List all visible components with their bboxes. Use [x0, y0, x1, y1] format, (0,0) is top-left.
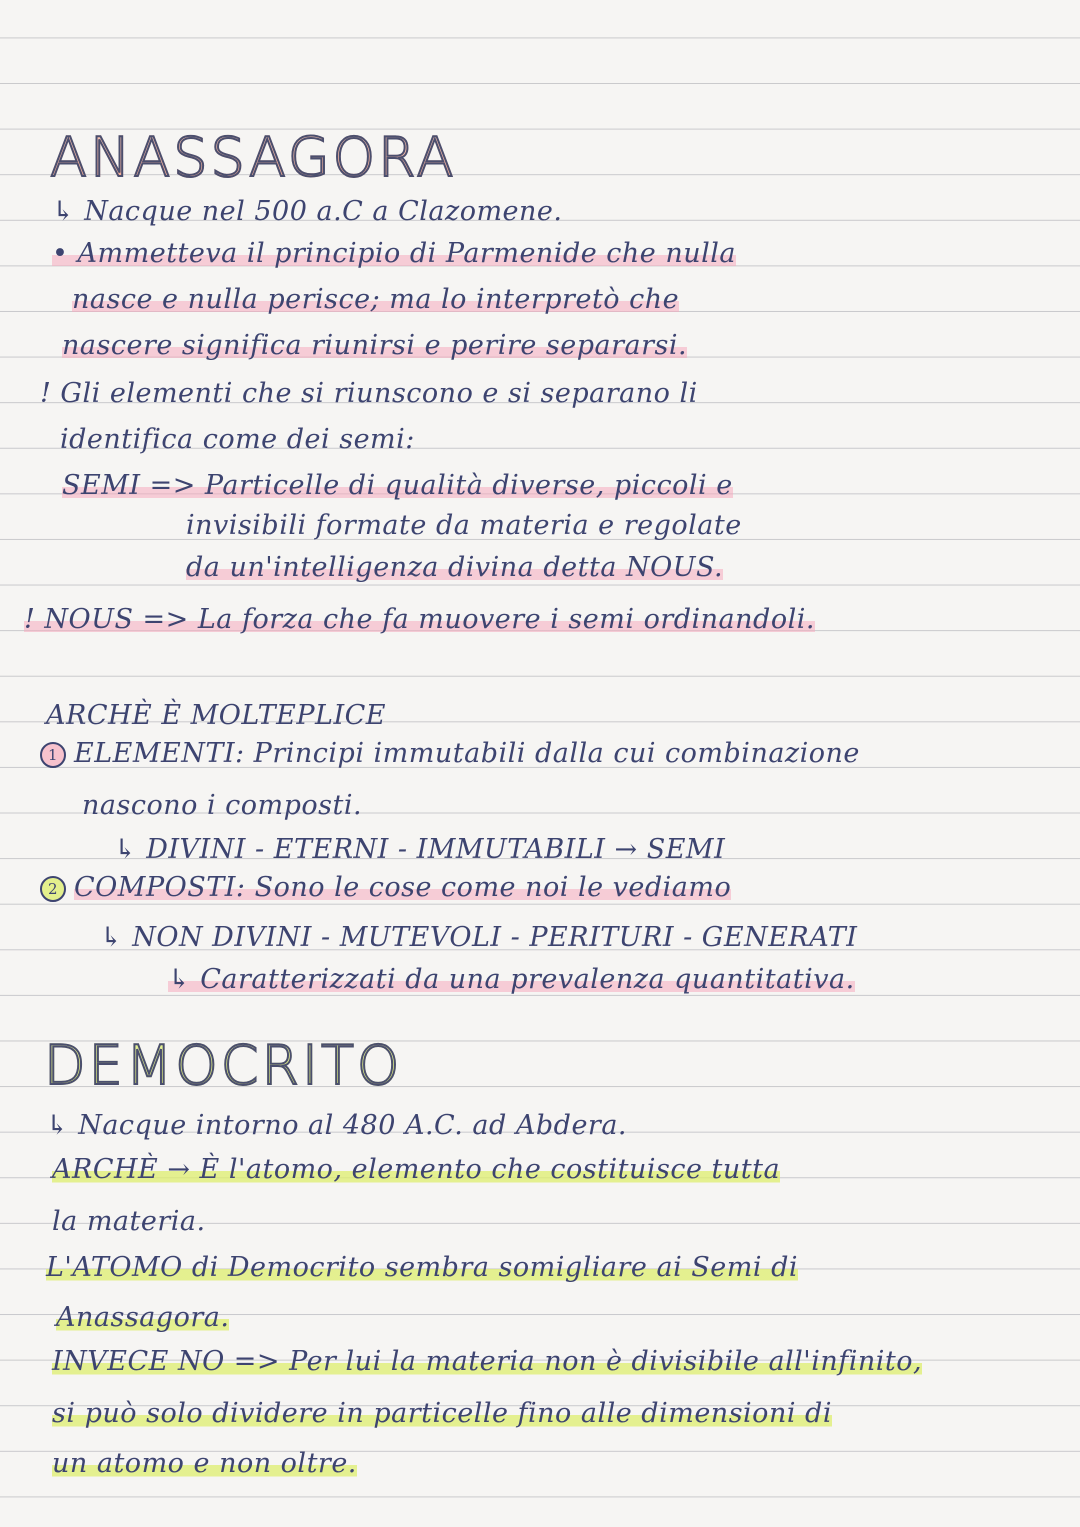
note-line: ARCHÈ → È l'atomo, elemento che costituisce tutta — [52, 1154, 781, 1185]
note-line: Anassagora. — [56, 1302, 230, 1333]
note-line: ↳ Caratterizzati da una prevalenza quantitativa. — [168, 964, 855, 995]
note-line: INVECE NO => Per lui la materia non è divisibile all'infinito, — [52, 1346, 923, 1377]
note-line: invisibili formate da materia e regolate — [186, 510, 742, 541]
note-line: ↳ Nacque nel 500 a.C a Clazomene. — [52, 196, 563, 227]
note-line: ↳ DIVINI - ETERNI - IMMUTABILI → SEMI — [114, 834, 726, 865]
note-line: nasce e nulla perisce; ma lo interpretò che — [72, 284, 680, 315]
note-line: ↳ NON DIVINI - MUTEVOLI - PERITURI - GENERATI — [100, 922, 858, 953]
number-one-badge: 1 — [40, 742, 66, 768]
note-line: si può solo dividere in particelle fino alle dimensioni di — [52, 1398, 832, 1429]
note-line: la materia. — [52, 1206, 206, 1237]
note-line: un atomo e non oltre. — [52, 1448, 357, 1479]
note-line: 2 COMPOSTI: Sono le cose come noi le vediamo — [40, 872, 731, 903]
note-line: nascono i composti. — [82, 790, 363, 821]
title-anassagora: ANASSAGORA — [50, 126, 457, 189]
note-line: nascere significa riunirsi e perire separarsi. — [62, 330, 688, 361]
note-line: da un'intelligenza divina detta NOUS. — [186, 552, 724, 583]
note-line: ↳ Nacque intorno al 480 A.C. ad Abdera. — [46, 1110, 628, 1141]
note-line: • Ammetteva il principio di Parmenide che nulla — [52, 238, 737, 269]
note-line: SEMI => Particelle di qualità diverse, piccoli e — [62, 470, 733, 501]
title-democrito: DEMOCRITO — [44, 1034, 403, 1097]
section-heading-arche: ARCHÈ È MOLTEPLICE — [46, 700, 386, 731]
note-line: ! Gli elementi che si riunscono e si separano li — [40, 378, 698, 409]
note-line: L'ATOMO di Democrito sembra somigliare ai Semi di — [46, 1252, 799, 1283]
number-two-badge: 2 — [40, 876, 66, 902]
note-line: 1 ELEMENTI: Principi immutabili dalla cui combinazione — [40, 738, 860, 769]
note-line: ! NOUS => La forza che fa muovere i semi ordinandoli. — [24, 604, 815, 635]
note-line: identifica come dei semi: — [60, 424, 415, 455]
